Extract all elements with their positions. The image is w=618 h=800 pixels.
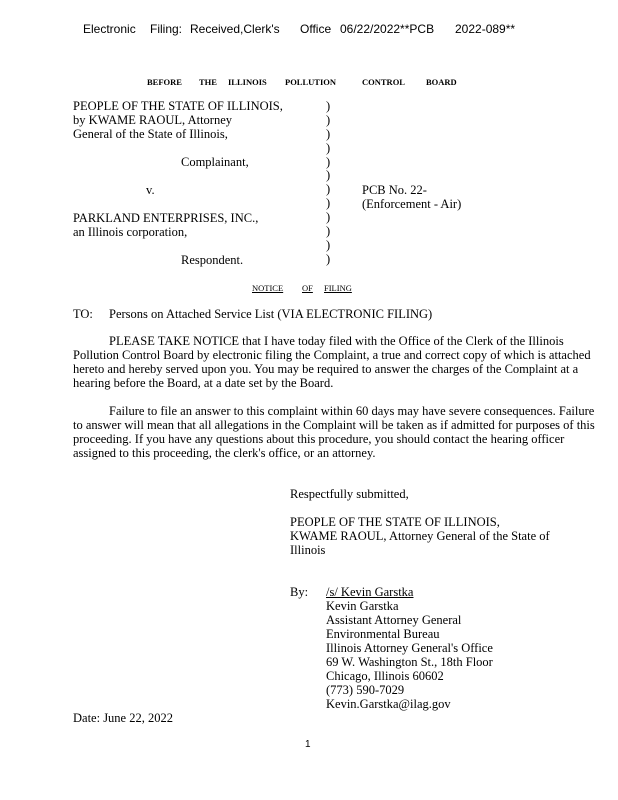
- caption-defendant: [73, 211, 258, 239]
- defendant-line: an Illinois corporation,: [73, 225, 188, 239]
- attorney-line: Assistant Attorney General: [326, 613, 462, 627]
- notice-title-word: OF: [302, 283, 313, 293]
- to-text: Persons on Attached Service List (VIA ELECTRONIC FILING): [109, 307, 433, 321]
- to-label: TO:: [73, 307, 93, 321]
- party-line: Illinois: [290, 543, 326, 557]
- case-type: (Enforcement - Air): [362, 197, 462, 211]
- case-number: PCB No. 22-: [362, 183, 427, 197]
- header-office: Office: [300, 22, 332, 36]
- plaintiff-line: General of the State of Illinois,: [73, 127, 228, 141]
- attorney-line: Kevin Garstka: [326, 599, 399, 613]
- respondent-label: Respondent.: [181, 253, 244, 267]
- board-title-word: THE: [199, 77, 217, 87]
- electronic-signature: /s/ Kevin Garstka: [326, 585, 414, 599]
- header-number: 2022-089**: [455, 22, 516, 36]
- party-line: KWAME RAOUL, Attorney General of the State of: [290, 529, 550, 543]
- header-received: Received,Clerk's: [190, 22, 280, 36]
- header-filing: Filing:: [150, 22, 183, 36]
- party-block: [290, 515, 550, 557]
- board-title-word: POLLUTION: [285, 77, 337, 87]
- caption-plaintiff: [73, 99, 283, 141]
- attorney-line: Chicago, Illinois 60602: [326, 669, 444, 683]
- board-title-word: BEFORE: [147, 77, 182, 87]
- by-label: By:: [290, 585, 309, 599]
- attorney-line: Environmental Bureau: [326, 627, 440, 641]
- plaintiff-line: by KWAME RAOUL, Attorney: [73, 113, 233, 127]
- plaintiff-line: PEOPLE OF THE STATE OF ILLINOIS,: [73, 99, 283, 113]
- notice-title-word: FILING: [324, 283, 352, 293]
- board-title-word: CONTROL: [362, 77, 405, 87]
- attorney-email: Kevin.Garstka@ilag.gov: [326, 697, 451, 711]
- defendant-line: PARKLAND ENTERPRISES, INC.,: [73, 211, 259, 225]
- attorney-line: 69 W. Washington St., 18th Floor: [326, 655, 493, 669]
- party-line: PEOPLE OF THE STATE OF ILLINOIS,: [290, 515, 500, 529]
- board-title-word: ILLINOIS: [228, 77, 267, 87]
- notice-title-word: NOTICE: [252, 283, 284, 293]
- closing: Respectfully submitted,: [290, 487, 409, 501]
- versus-label: v.: [146, 183, 155, 197]
- notice-paragraph: PLEASE TAKE NOTICE that I have today filed with the Office of the Clerk of the Illinois Pollution Control Board by electronic filing the Complaint, a true and correct copy of which is attached hereto and hereby served upon you. You may be required to answer the charges of the Complaint at a hearing before the Board, at a date set by the Board.: [73, 334, 591, 390]
- consequence-paragraph: Failure to file an answer to this complaint within 60 days may have severe consequences. Failure to answer will mean that all allegations in the Complaint will be taken as if admitted for purposes of this proceeding. If you have any questions about this procedure, you should contact the hearing officer assigned to this proceeding, the clerk's office, or an attorney.: [73, 404, 595, 460]
- attorney-line: Illinois Attorney General's Office: [326, 641, 493, 655]
- board-title-word: BOARD: [426, 77, 457, 87]
- header-electronic: Electronic: [83, 22, 136, 36]
- attorney-line: (773) 590-7029: [326, 683, 405, 697]
- header-date: 06/22/2022**PCB: [340, 22, 435, 36]
- attorney-block: [326, 599, 493, 711]
- complainant-label: Complainant,: [181, 155, 249, 169]
- caption-parentheses: ) ) ) ) ) ) ) ) ) ) ) ): [326, 99, 331, 266]
- date-line: Date: June 22, 2022: [73, 711, 173, 725]
- page-number: 1: [305, 739, 311, 750]
